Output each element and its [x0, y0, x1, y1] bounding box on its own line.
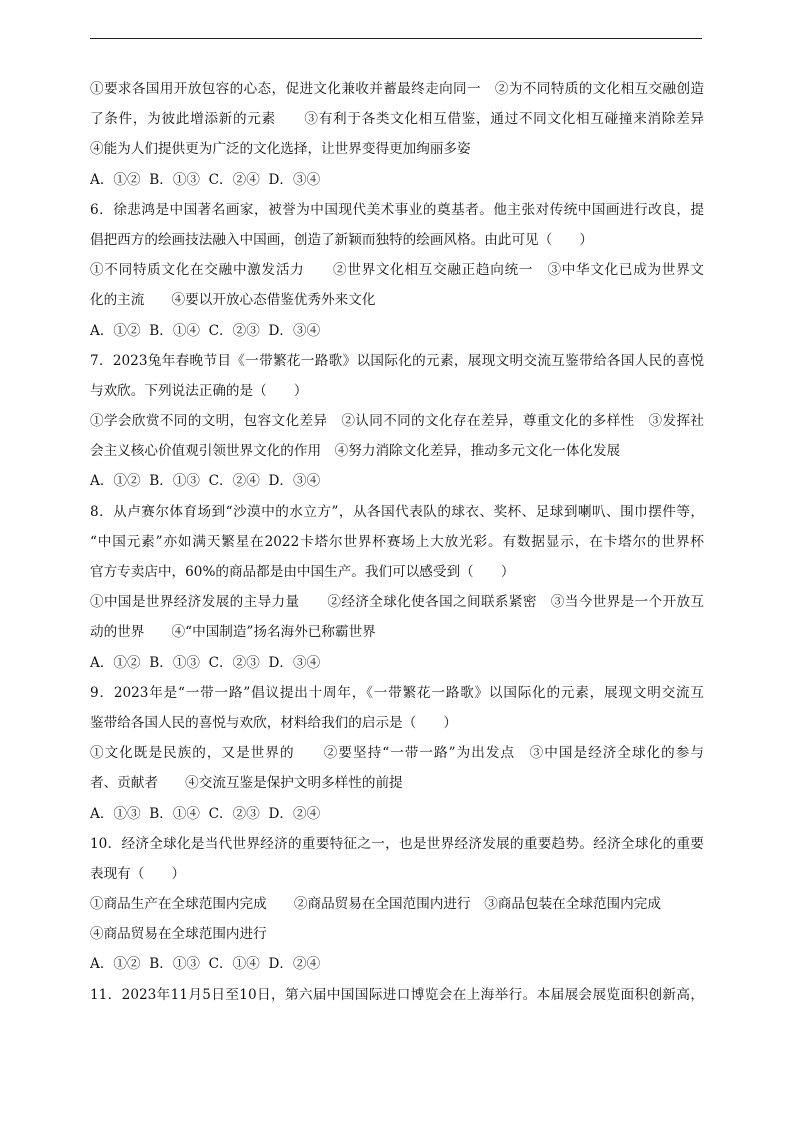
question-text-line: 倡把西方的绘画技法融入中国画，创造了新颖而独特的绘画风格。由此可见（ ）	[90, 231, 593, 248]
question-text-line: 与欢欣。下列说法正确的是（ ）	[90, 382, 308, 399]
question-text-line: 化的主流 ④要以开放心态借鉴优秀外来文化	[90, 292, 376, 309]
question-stem-line: 8．从卢赛尔体育场到“沙漠中的水立方”，从各国代表队的球衣、奖杯、足球到喇叭、围巾摆件等，	[90, 503, 704, 520]
answer-options: A．①② B．①③ C．②④ D．③④	[90, 171, 321, 188]
question-stem-line: 10．经济全球化是当代世界经济的重要特征之一，也是世界经济发展的重要趋势。经济全球化的重要	[90, 835, 704, 852]
answer-options: A．①③ B．①④ C．②③ D．②④	[90, 805, 321, 822]
question-stem-line: 11．2023年11月5日至10日，第六届中国国际进口博览会在上海举行。本届展会展览面积创新高，	[90, 986, 704, 1003]
question-block	[90, 195, 704, 346]
question-block	[90, 829, 704, 980]
question-text-line: 会主义核心价值观引领世界文化的作用 ④努力消除文化差异，推动多元文化一体化发展	[90, 443, 621, 460]
question-stem-line: 6．徐悲鸿是中国著名画家，被誉为中国现代美术事业的奠基者。他主张对传统中国画进行改良，提	[90, 201, 704, 218]
question-text-line: 者、贡献者 ④交流互鉴是保护文明多样性的前提	[90, 775, 403, 792]
question-text-line: 了条件，为彼此增添新的元素 ③有利于各类文化相互借鉴，通过不同文化相互碰撞来消除差异	[90, 111, 704, 128]
question-text-line: ④能为人们提供更为广泛的文化选择，让世界变得更加绚丽多姿	[90, 141, 471, 158]
question-text-line: ①文化既是民族的，又是世界的 ②要坚持“一带一路”为出发点 ③中国是经济全球化的参与	[90, 745, 704, 762]
question-block	[90, 346, 704, 497]
question-text-line: ①中国是世界经济发展的主导力量 ②经济全球化使各国之间联系紧密 ③当今世界是一个开放互	[90, 594, 704, 611]
answer-options: A．①② B．①④ C．②③ D．③④	[90, 322, 321, 339]
question-text-line: ④商品贸易在全球范围内进行	[90, 926, 267, 943]
question-block	[90, 74, 704, 195]
question-text-line: 表现有（ ）	[90, 865, 186, 882]
question-text-line: ①学会欣赏不同的文明，包容文化差异 ②认同不同的文化存在差异，尊重文化的多样性 ③发挥社	[90, 413, 704, 430]
header-rule	[90, 38, 702, 39]
question-text-line: 鉴带给各国人民的喜悦与欢欣，材料给我们的启示是（ ）	[90, 714, 458, 731]
answer-options: A．①② B．①③ C．①④ D．②④	[90, 956, 321, 973]
question-text-line: ①不同特质文化在交融中激发活力 ②世界文化相互交融正趋向统一 ③中华文化已成为世界文	[90, 262, 704, 279]
question-stem-line: 9．2023年是“一带一路”倡议提出十周年，《一带繁花一路歌》以国际化的元素，展现文明交流互	[90, 684, 704, 701]
question-list	[90, 74, 704, 1010]
question-text-line: “中国元素”亦如满天繁星在2022卡塔尔世界杯赛场上大放光彩。有数据显示，在卡塔尔的世界杯	[90, 533, 704, 550]
question-block	[90, 678, 704, 829]
question-stem-line: ①要求各国用开放包容的心态，促进文化兼收并蓄最终走向同一 ②为不同特质的文化相互交融创造	[90, 81, 704, 97]
question-block	[90, 980, 704, 1010]
question-stem-line: 7．2023兔年春晚节目《一带繁花一路歌》以国际化的元素，展现文明交流互鉴带给各国人民的喜悦	[90, 352, 704, 369]
question-text-line: 动的世界 ④“中国制造”扬名海外已称霸世界	[90, 624, 376, 641]
question-text-line: ①商品生产在全球范围内完成 ②商品贸易在全国范围内进行 ③商品包装在全球范围内完成	[90, 896, 661, 913]
question-text-line: 官方专卖店中，60%的商品都是由中国生产。我们可以感受到（ ）	[90, 564, 515, 580]
answer-options: A．①② B．①③ C．②④ D．③④	[90, 473, 321, 490]
question-block	[90, 497, 704, 678]
answer-options: A．①② B．①③ C．②③ D．③④	[90, 654, 321, 671]
